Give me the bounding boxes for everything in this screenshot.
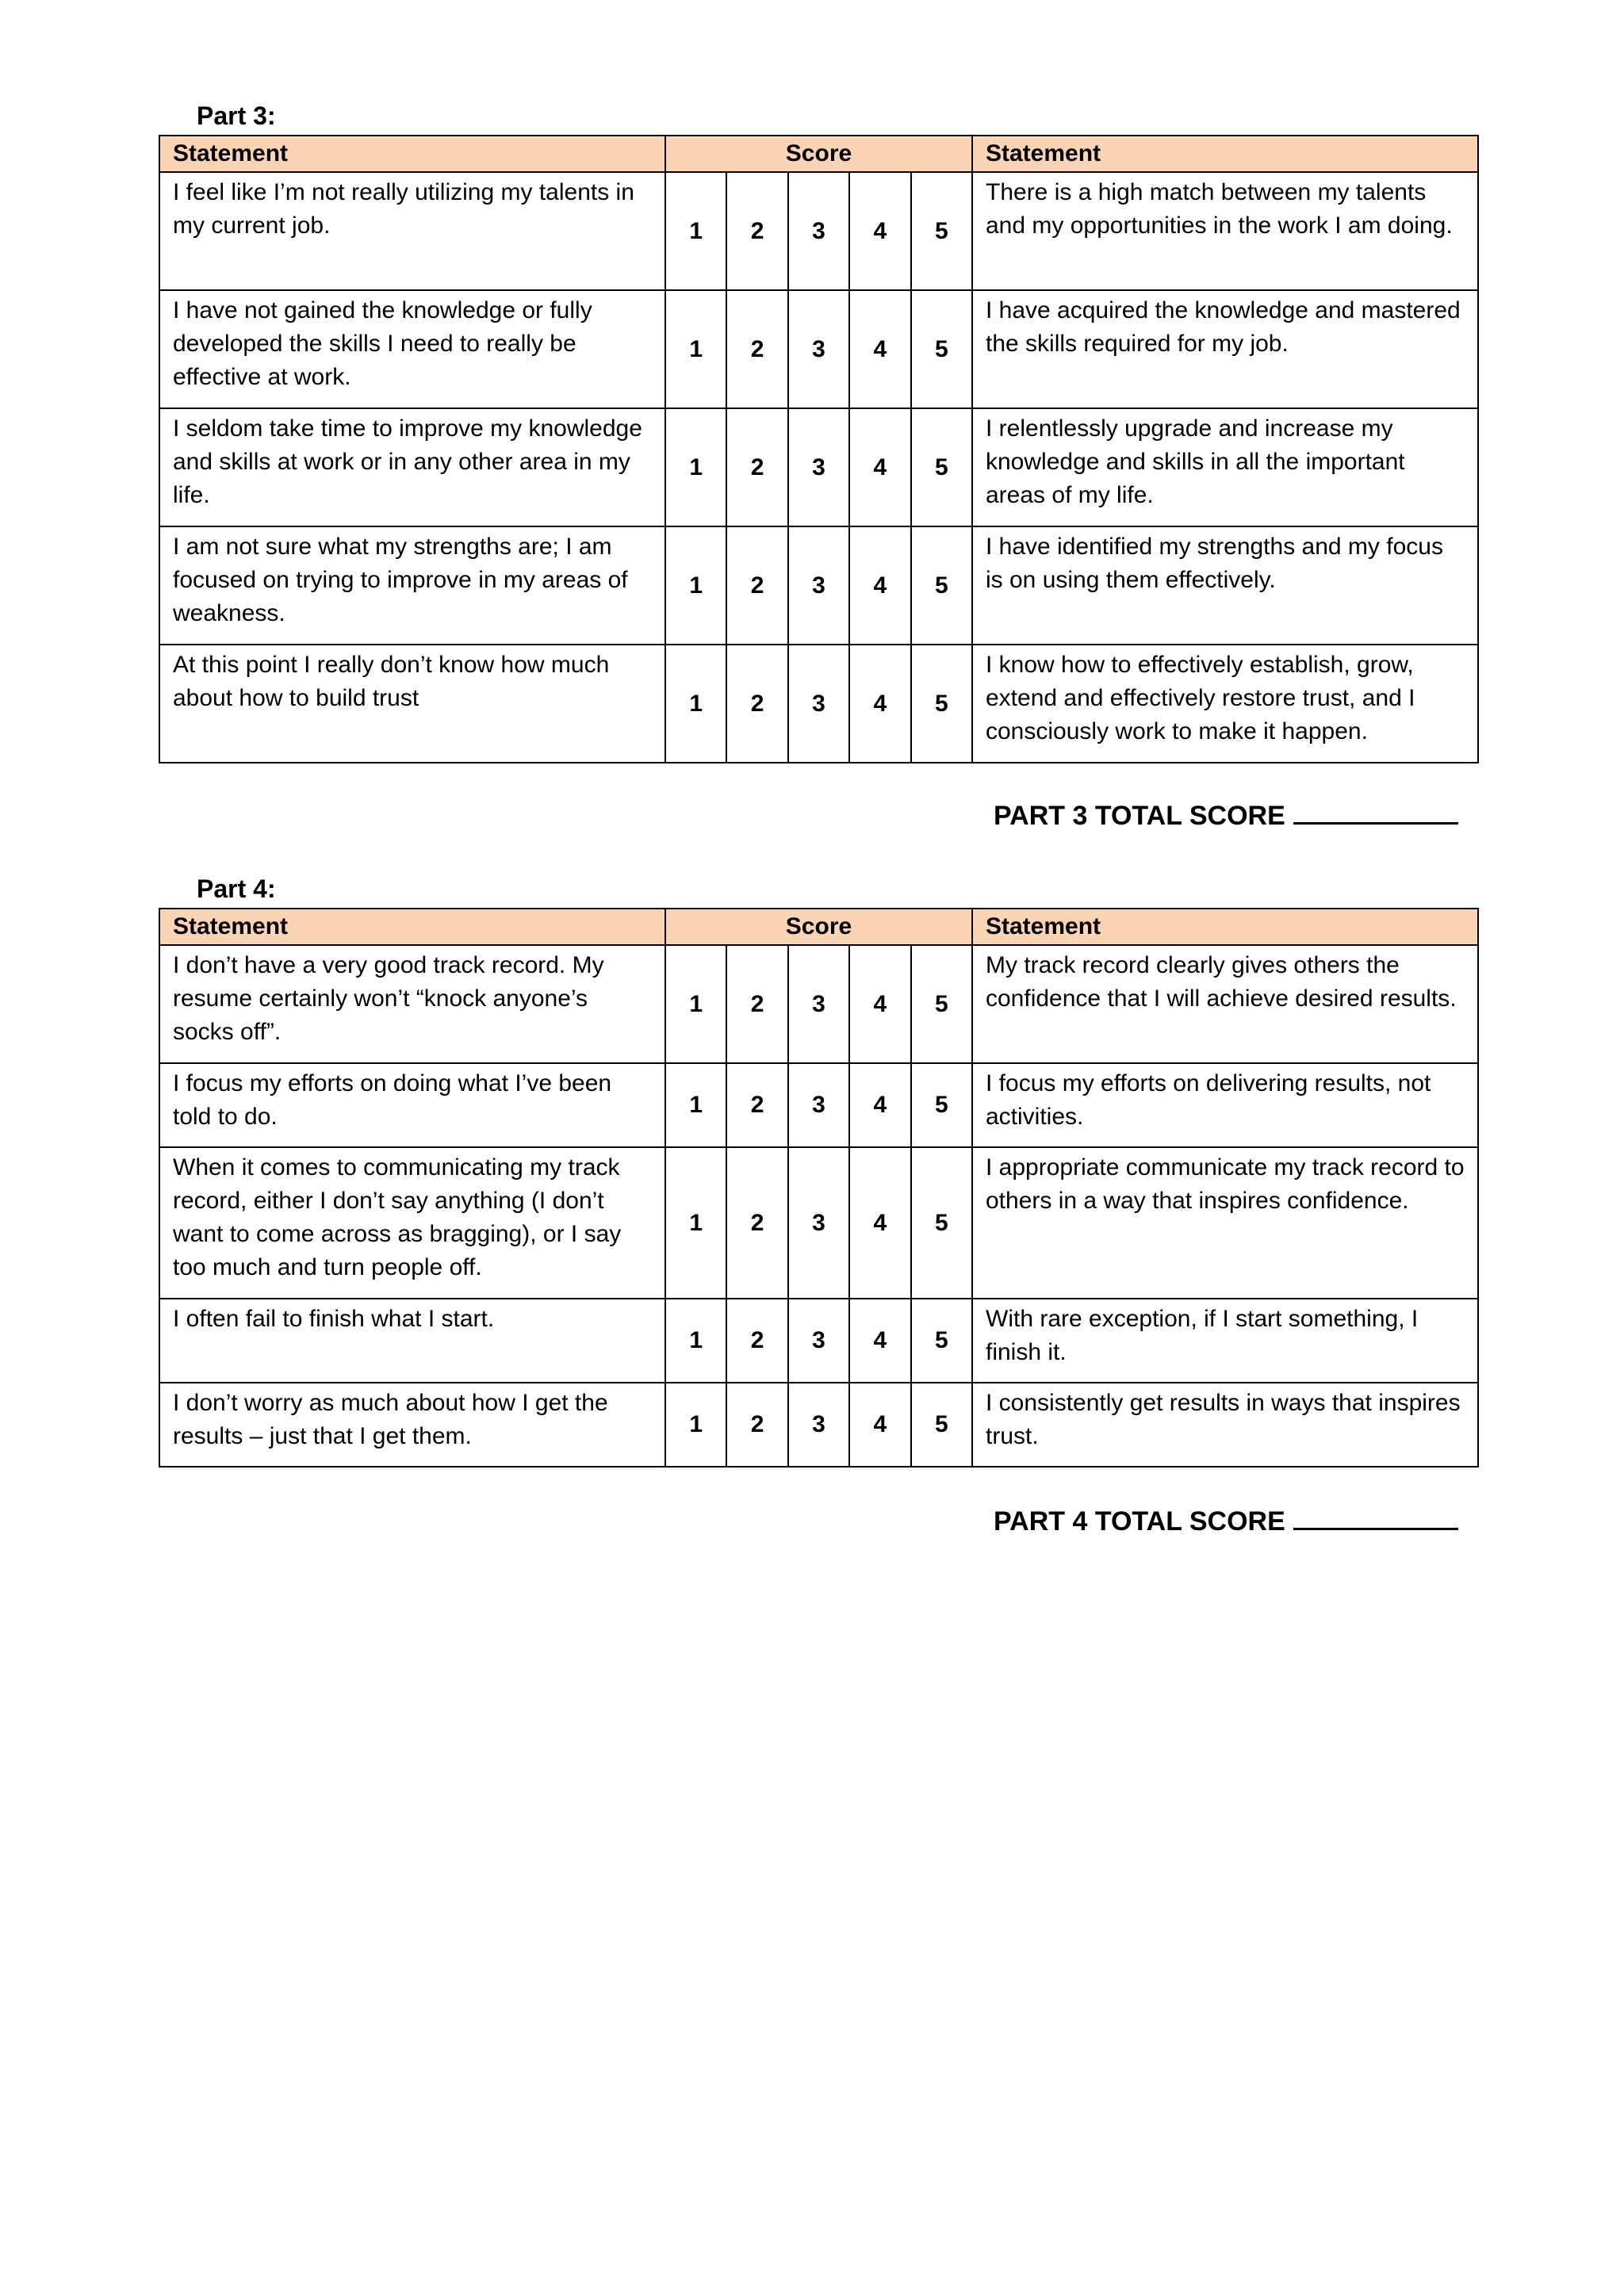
part3-total-score xyxy=(994,798,1458,832)
score-option[interactable]: 3 xyxy=(788,645,849,763)
score-option[interactable]: 4 xyxy=(849,172,910,290)
score-option[interactable]: 2 xyxy=(726,290,787,408)
score-option[interactable]: 3 xyxy=(788,1383,849,1467)
right-statement: I consistently get results in ways that inspires trust. xyxy=(972,1383,1478,1467)
right-statement: There is a high match between my talents and my opportunities in the work I am doing. xyxy=(972,172,1478,290)
score-option[interactable]: 3 xyxy=(788,408,849,526)
score-option[interactable]: 1 xyxy=(665,1383,726,1467)
left-statement: When it comes to communicating my track record, either I don’t say anything (I don’t want to come across as bragging), or I say too much and turn people off. xyxy=(159,1147,665,1299)
score-option[interactable]: 2 xyxy=(726,645,787,763)
score-option[interactable]: 2 xyxy=(726,408,787,526)
score-option[interactable]: 1 xyxy=(665,1147,726,1299)
left-statement: At this point I really don’t know how much about how to build trust xyxy=(159,645,665,763)
score-option[interactable]: 5 xyxy=(911,408,972,526)
score-option[interactable]: 4 xyxy=(849,526,910,645)
part3-title: Part 3: xyxy=(197,101,276,130)
table-row xyxy=(159,945,1478,1063)
right-statement-header: Statement xyxy=(972,909,1478,945)
score-option[interactable]: 4 xyxy=(849,408,910,526)
score-option[interactable]: 5 xyxy=(911,1299,972,1383)
score-option[interactable]: 3 xyxy=(788,172,849,290)
table-row xyxy=(159,1147,1478,1299)
score-option[interactable]: 1 xyxy=(665,1063,726,1147)
right-statement: I focus my efforts on delivering results, not activities. xyxy=(972,1063,1478,1147)
score-option[interactable]: 4 xyxy=(849,1147,910,1299)
table-row xyxy=(159,1299,1478,1383)
score-option[interactable]: 2 xyxy=(726,1147,787,1299)
score-option[interactable]: 1 xyxy=(665,172,726,290)
score-header: Score xyxy=(665,136,972,172)
score-option[interactable]: 4 xyxy=(849,1063,910,1147)
score-option[interactable]: 5 xyxy=(911,1383,972,1467)
part4-total-label: PART 4 TOTAL SCORE xyxy=(994,1506,1285,1536)
table-row xyxy=(159,526,1478,645)
table-row xyxy=(159,408,1478,526)
table-header-row xyxy=(159,909,1478,945)
score-option[interactable]: 1 xyxy=(665,945,726,1063)
part4-table xyxy=(159,908,1479,1468)
score-option[interactable]: 2 xyxy=(726,1063,787,1147)
part4-total-score xyxy=(994,1504,1458,1538)
left-statement: I seldom take time to improve my knowledge and skills at work or in any other area in my life. xyxy=(159,408,665,526)
table-row xyxy=(159,645,1478,763)
right-statement-header: Statement xyxy=(972,136,1478,172)
left-statement: I don’t have a very good track record. My resume certainly won’t “knock anyone’s socks off”. xyxy=(159,945,665,1063)
score-option[interactable]: 4 xyxy=(849,645,910,763)
right-statement: I relentlessly upgrade and increase my knowledge and skills in all the important areas of my life. xyxy=(972,408,1478,526)
score-option[interactable]: 5 xyxy=(911,1063,972,1147)
table-row xyxy=(159,1383,1478,1467)
left-statement-header: Statement xyxy=(159,909,665,945)
score-option[interactable]: 4 xyxy=(849,290,910,408)
right-statement: I know how to effectively establish, grow, extend and effectively restore trust, and I consciously work to make it happen. xyxy=(972,645,1478,763)
score-option[interactable]: 3 xyxy=(788,1147,849,1299)
left-statement: I focus my efforts on doing what I’ve been told to do. xyxy=(159,1063,665,1147)
table-header-row xyxy=(159,136,1478,172)
left-statement: I have not gained the knowledge or fully developed the skills I need to really be effective at work. xyxy=(159,290,665,408)
score-option[interactable]: 5 xyxy=(911,945,972,1063)
left-statement: I am not sure what my strengths are; I am focused on trying to improve in my areas of weakness. xyxy=(159,526,665,645)
score-option[interactable]: 4 xyxy=(849,1299,910,1383)
score-option[interactable]: 5 xyxy=(911,290,972,408)
score-option[interactable]: 1 xyxy=(665,526,726,645)
score-option[interactable]: 3 xyxy=(788,1063,849,1147)
left-statement-header: Statement xyxy=(159,136,665,172)
right-statement: With rare exception, if I start something, I finish it. xyxy=(972,1299,1478,1383)
score-option[interactable]: 1 xyxy=(665,1299,726,1383)
score-option[interactable]: 3 xyxy=(788,526,849,645)
part3-total-blank[interactable] xyxy=(1293,798,1458,825)
score-option[interactable]: 5 xyxy=(911,172,972,290)
part4-title: Part 4: xyxy=(197,874,276,903)
left-statement: I often fail to finish what I start. xyxy=(159,1299,665,1383)
score-option[interactable]: 2 xyxy=(726,526,787,645)
score-option[interactable]: 2 xyxy=(726,172,787,290)
score-option[interactable]: 2 xyxy=(726,1383,787,1467)
right-statement: I appropriate communicate my track record to others in a way that inspires confidence. xyxy=(972,1147,1478,1299)
left-statement: I feel like I’m not really utilizing my talents in my current job. xyxy=(159,172,665,290)
score-option[interactable]: 1 xyxy=(665,290,726,408)
score-option[interactable]: 1 xyxy=(665,408,726,526)
score-option[interactable]: 5 xyxy=(911,645,972,763)
score-header: Score xyxy=(665,909,972,945)
score-option[interactable]: 1 xyxy=(665,645,726,763)
right-statement: I have identified my strengths and my focus is on using them effectively. xyxy=(972,526,1478,645)
part3-total-label: PART 3 TOTAL SCORE xyxy=(994,801,1285,831)
score-option[interactable]: 4 xyxy=(849,1383,910,1467)
part4-total-blank[interactable] xyxy=(1293,1504,1458,1530)
table-row xyxy=(159,290,1478,408)
score-option[interactable]: 3 xyxy=(788,290,849,408)
score-option[interactable]: 2 xyxy=(726,1299,787,1383)
part3-table xyxy=(159,135,1479,763)
score-option[interactable]: 5 xyxy=(911,1147,972,1299)
right-statement: My track record clearly gives others the confidence that I will achieve desired results. xyxy=(972,945,1478,1063)
score-option[interactable]: 4 xyxy=(849,945,910,1063)
score-option[interactable]: 2 xyxy=(726,945,787,1063)
score-option[interactable]: 5 xyxy=(911,526,972,645)
score-option[interactable]: 3 xyxy=(788,945,849,1063)
table-row xyxy=(159,1063,1478,1147)
left-statement: I don’t worry as much about how I get the results – just that I get them. xyxy=(159,1383,665,1467)
table-row xyxy=(159,172,1478,290)
right-statement: I have acquired the knowledge and mastered the skills required for my job. xyxy=(972,290,1478,408)
score-option[interactable]: 3 xyxy=(788,1299,849,1383)
